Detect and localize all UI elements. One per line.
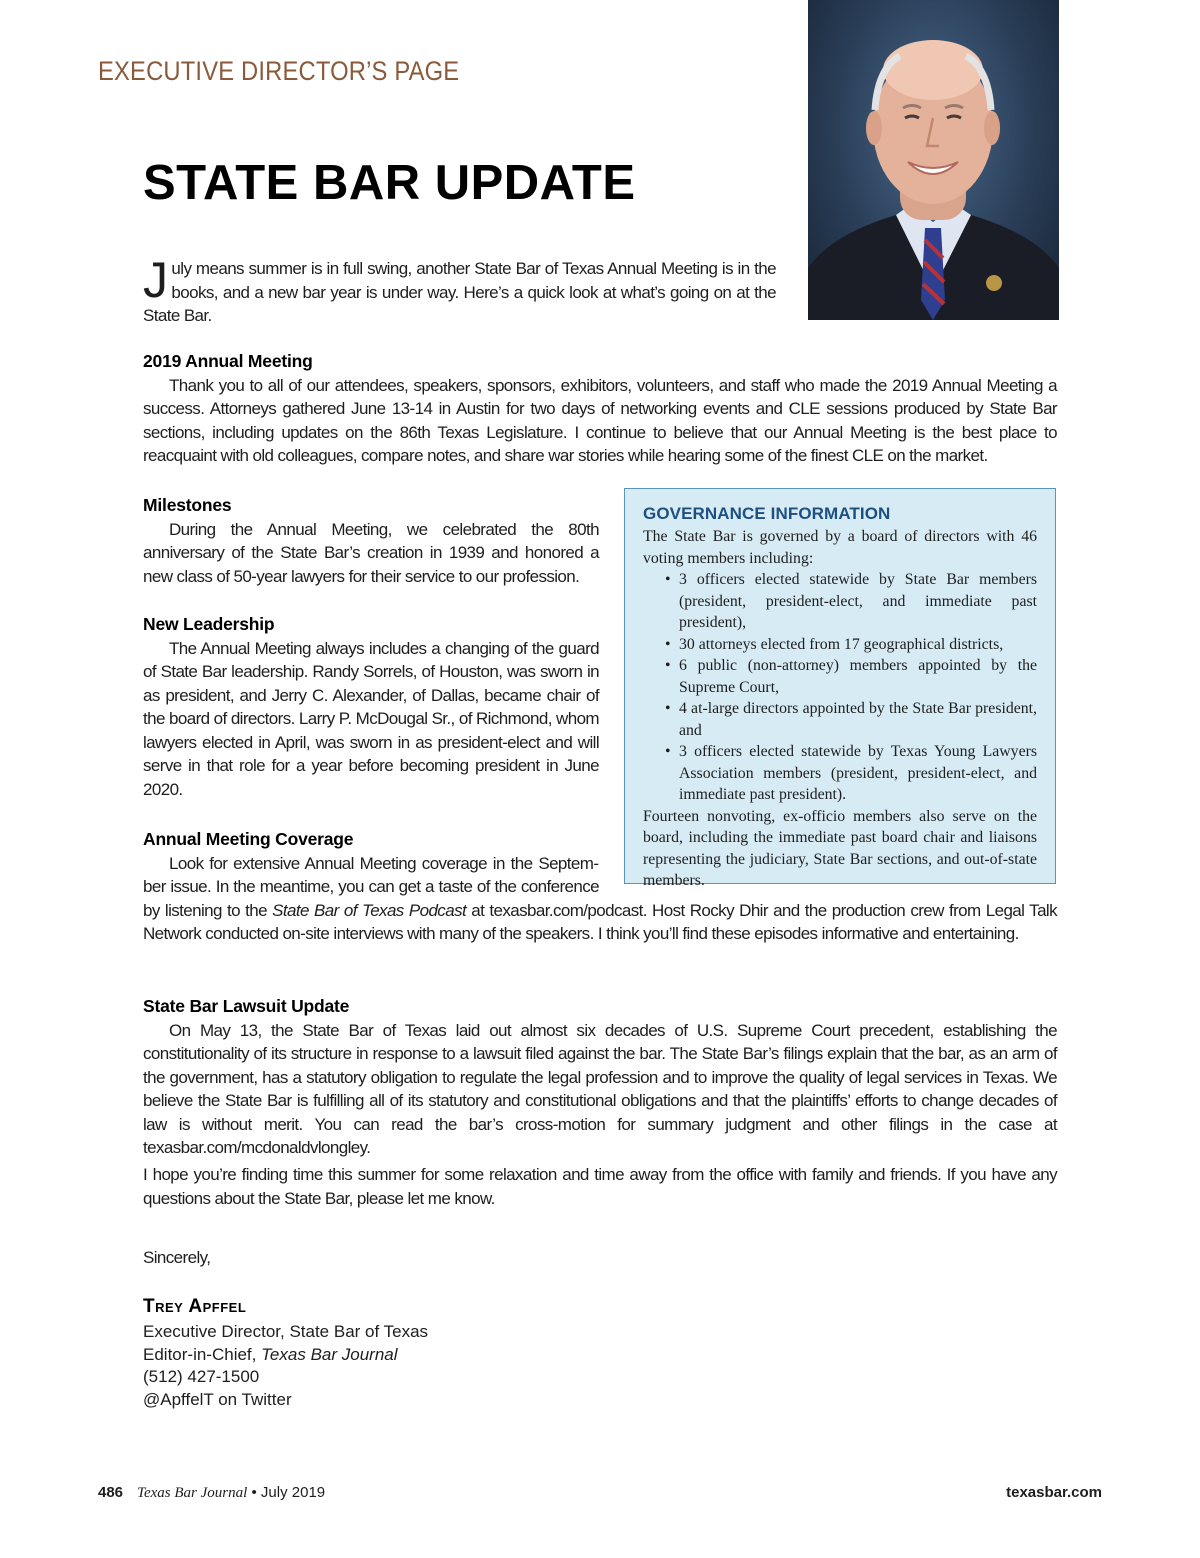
coverage-text-part2: at texasbar.com/podcast. Host Rocky Dhir and the production crew from Legal Talk Network conducted on-site interviews with many of the speakers. I think you’ll find these episodes informative and entertaining.	[143, 900, 1058, 943]
governance-title: GOVERNANCE INFORMATION	[643, 504, 891, 523]
milestones-section	[143, 494, 599, 588]
footer-website: texasbar.com	[1006, 1484, 1102, 1501]
salutation	[143, 1246, 1057, 1270]
signature-block	[143, 1321, 428, 1412]
governance-item: • 6 public (non-attorney) members appointed by the Supreme Court,	[679, 655, 1037, 698]
footer-separator: •	[251, 1484, 257, 1501]
annual-meeting-heading: 2019 Annual Meeting	[143, 351, 313, 371]
closing-text: I hope you’re finding time this summer for some relaxation and time away from the office with family and friends. If you have any questions about the State Bar, please let me know.	[143, 1165, 1057, 1208]
governance-list	[643, 569, 1037, 806]
footer-journal: Texas Bar Journal	[137, 1485, 248, 1501]
page-number: 486	[98, 1484, 124, 1501]
milestones-text: During the Annual Meeting, we celebrated the 80th anniversary of the State Bar’s creation in 1939 and honored a new class of 50-year lawyers for their service to our profession.	[143, 519, 599, 586]
coverage-heading: Annual Meeting Coverage	[143, 829, 354, 849]
governance-intro: The State Bar is governed by a board of directors with 46 voting members including:	[643, 528, 1037, 567]
footer-left	[98, 1484, 325, 1502]
footer-date: July 2019	[260, 1484, 326, 1501]
coverage-text-part1: Look for extensive Annual Meeting coverage in the September issue. In the meantime, you can get a taste of the conference by listening to the	[143, 853, 599, 920]
signature-phone: (512) 427-1500	[143, 1367, 260, 1387]
lawsuit-heading: State Bar Lawsuit Update	[143, 996, 350, 1016]
annual-meeting-section	[143, 350, 1057, 468]
author-portrait	[808, 0, 1059, 320]
milestones-heading: Milestones	[143, 495, 232, 515]
governance-body	[643, 526, 1037, 892]
annual-meeting-text: Thank you to all of our attendees, speakers, sponsors, exhibitors, volunteers, and staff who made the 2019 Annual Meeting a success. Attorneys gathered June 13-14 in Austin for two days of networking events and CLE sessions produced by State Bar sections, including updates on the 86th Texas Legislature. I continue to believe that our Annual Meeting is the best place to reacquaint with old colleagues, compare notes, and share war stories while hearing some of the finest CLE on the market.	[143, 375, 1057, 465]
editor-prefix: Editor-in-Chief,	[143, 1344, 262, 1364]
lawsuit-text: On May 13, the State Bar of Texas laid out almost six decades of U.S. Supreme Court precedent, establishing the constitutionality of its structure in response to a lawsuit filed against the bar. The State Bar’s filings explain that the bar, as an arm of the government, has a statutory obligation to regulate the legal profession and to improve the quality of legal services in Texas. We believe the State Bar is fulfilling all of its statutory and constitutional obligations and that the plaintiffs’ efforts to change decades of law is without merit. You can read the bar’s cross-motion for summary judgment and other filings in the case at texasbar.com/mcdonaldvlongley.	[143, 1020, 1057, 1157]
new-leadership-section	[143, 613, 599, 801]
closing-paragraph	[143, 1163, 1057, 1210]
lawsuit-section	[143, 995, 1057, 1160]
governance-item: • 30 attorneys elected from 17 geographical districts,	[679, 634, 1037, 656]
intro-paragraph	[143, 252, 776, 328]
podcast-name: State Bar of Texas Podcast	[272, 900, 467, 920]
governance-item: • 4 at-large directors appointed by the State Bar president, and	[679, 698, 1037, 741]
governance-item: • 3 officers elected statewide by Texas Young Lawyers Association members (president, president-elect, and immediate past president).	[679, 741, 1037, 806]
intro-text: uly means summer is in full swing, another State Bar of Texas Annual Meeting is in the books, and a new bar year is under way. Here’s a quick look at what’s going on at the State Bar.	[143, 259, 776, 325]
signature-editor	[143, 1344, 428, 1367]
page-title: STATE BAR UPDATE	[143, 156, 636, 210]
signature-title: Executive Director, State Bar of Texas	[143, 1322, 429, 1341]
new-leadership-text: The Annual Meeting always includes a changing of the guard of State Bar leadership. Randy Sorrels, of Houston, was sworn in as president, and Jerry C. Alexander, of Dallas, became chair of the board of directors. Larry P. McDougal Sr., of Richmond, whom lawyers elected in April, was sworn in as president-elect and will serve in that role for a year before becoming president in June 2020.	[143, 638, 599, 799]
signature-twitter: @ApffelT on Twitter	[143, 1390, 292, 1410]
governance-sidebar	[624, 488, 1056, 889]
drop-cap: J	[143, 252, 168, 308]
editor-publication: Texas Bar Journal	[261, 1344, 398, 1364]
governance-item: • 3 officers elected statewide by State Bar members (president, president-elect, and immediate past president),	[679, 569, 1037, 634]
governance-outro: Fourteen nonvoting, ex-officio members also serve on the board, including the immediate past board chair and liaisons representing the judiciary, State Bar sections, and out-of-state members.	[643, 807, 1037, 889]
signature-name: Trey Apffel	[143, 1296, 247, 1317]
new-leadership-heading: New Leadership	[143, 614, 275, 634]
salutation-text: Sincerely,	[143, 1248, 211, 1267]
portrait-illustration	[808, 0, 1059, 320]
section-label: EXECUTIVE DIRECTOR’S PAGE	[98, 56, 460, 86]
